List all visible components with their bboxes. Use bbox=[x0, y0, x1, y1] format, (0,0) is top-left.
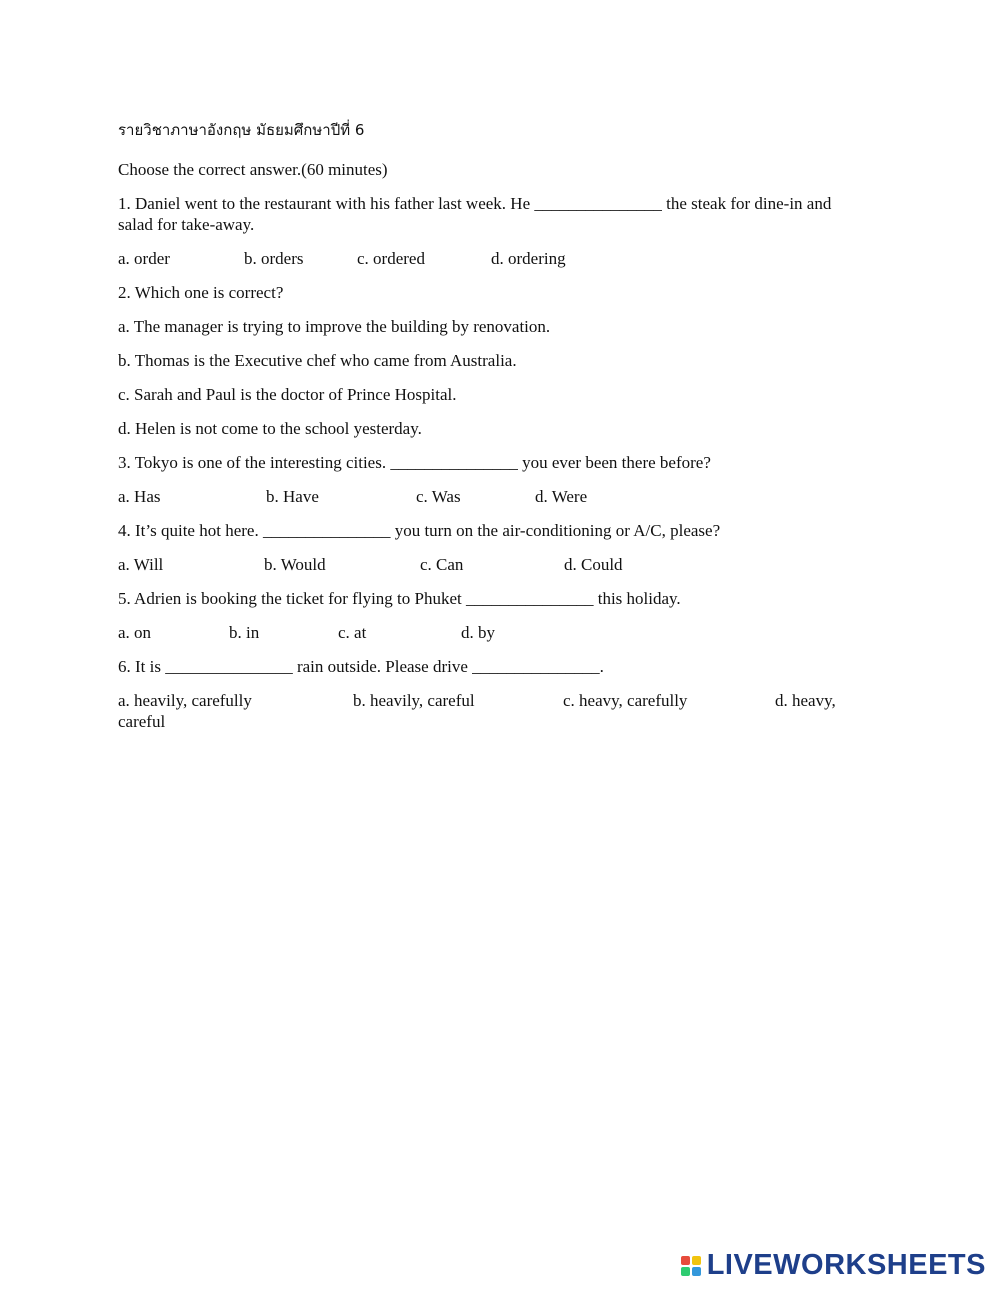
q4-option-d[interactable]: d. Could bbox=[564, 555, 623, 574]
logo-square-yellow bbox=[692, 1256, 701, 1265]
q5-option-d[interactable]: d. by bbox=[461, 623, 495, 642]
q1-option-d[interactable]: d. ordering bbox=[491, 249, 566, 268]
q1-option-a[interactable]: a. order bbox=[118, 249, 170, 268]
question-5: 5. Adrien is booking the ticket for flying to Phuket _______________ this holiday. bbox=[118, 589, 681, 608]
q3-option-b[interactable]: b. Have bbox=[266, 487, 319, 506]
q5-option-c[interactable]: c. at bbox=[338, 623, 367, 642]
logo-brand-text: LIVEWORKSHEETS bbox=[706, 1249, 986, 1281]
q3-option-d[interactable]: d. Were bbox=[535, 487, 588, 506]
q2-option-d[interactable]: d. Helen is not come to the school yesterday. bbox=[118, 419, 422, 438]
question-2: 2. Which one is correct? bbox=[118, 283, 284, 302]
instruction: Choose the correct answer.(60 minutes) bbox=[118, 160, 388, 179]
q1-option-c[interactable]: c. ordered bbox=[357, 249, 425, 268]
q5-option-b[interactable]: b. in bbox=[229, 623, 260, 642]
worksheet-page bbox=[118, 120, 888, 732]
liveworksheets-logo bbox=[681, 1249, 986, 1282]
question-3: 3. Tokyo is one of the interesting cities. _______________ you ever been there before? bbox=[118, 453, 711, 472]
question-5-options bbox=[118, 622, 888, 643]
q1-option-b[interactable]: b. orders bbox=[244, 249, 304, 268]
q2-option-c[interactable]: c. Sarah and Paul is the doctor of Prince Hospital. bbox=[118, 385, 457, 404]
question-4-options bbox=[118, 554, 888, 575]
q6-option-d-continued: careful bbox=[118, 712, 166, 731]
q2-option-a[interactable]: a. The manager is trying to improve the building by renovation. bbox=[118, 317, 551, 336]
q4-option-a[interactable]: a. Will bbox=[118, 555, 164, 574]
question-6-options bbox=[118, 690, 888, 711]
q2-option-b[interactable]: b. Thomas is the Executive chef who came from Australia. bbox=[118, 351, 517, 370]
question-3-options bbox=[118, 486, 888, 507]
question-1 bbox=[118, 193, 888, 235]
question-4: 4. It’s quite hot here. _______________ you turn on the air-conditioning or A/C, please? bbox=[118, 521, 721, 540]
q4-option-c[interactable]: c. Can bbox=[420, 555, 464, 574]
q6-option-d[interactable]: d. heavy, bbox=[775, 691, 836, 710]
subject-header: รายวิชาภาษาอังกฤษ มัธยมศึกษาปีที่ 6 bbox=[118, 121, 365, 139]
question-1-line1: 1. Daniel went to the restaurant with his father last week. He _______________ the steak for dine-in and bbox=[118, 194, 832, 213]
q6-option-c[interactable]: c. heavy, carefully bbox=[563, 691, 688, 710]
q5-option-a[interactable]: a. on bbox=[118, 623, 152, 642]
q6-option-b[interactable]: b. heavily, careful bbox=[353, 691, 475, 710]
logo-square-red bbox=[681, 1256, 690, 1265]
q3-option-a[interactable]: a. Has bbox=[118, 487, 161, 506]
logo-square-green bbox=[681, 1267, 690, 1276]
q4-option-b[interactable]: b. Would bbox=[264, 555, 326, 574]
question-6: 6. It is _______________ rain outside. Please drive _______________. bbox=[118, 657, 604, 676]
logo-mark-icon bbox=[681, 1256, 701, 1276]
q6-option-a[interactable]: a. heavily, carefully bbox=[118, 691, 252, 710]
q3-option-c[interactable]: c. Was bbox=[416, 487, 461, 506]
question-1-options bbox=[118, 248, 888, 269]
question-1-line2: salad for take-away. bbox=[118, 215, 255, 234]
logo-square-blue bbox=[692, 1267, 701, 1276]
